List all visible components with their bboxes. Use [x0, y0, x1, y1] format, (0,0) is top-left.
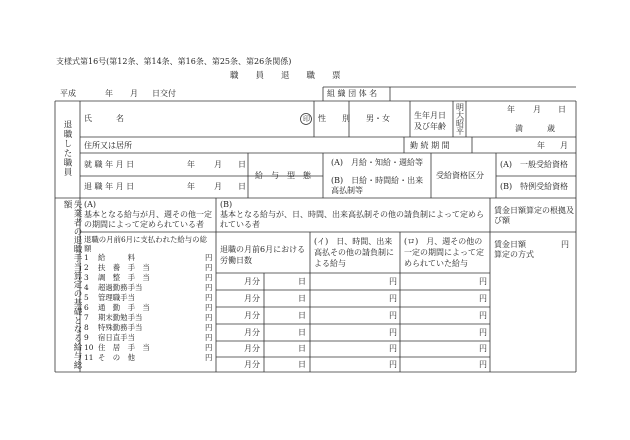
b-row-yen-i: 円 — [389, 344, 397, 353]
a-list-header: 退職の月前6月に支払われた給与の総額 — [84, 235, 207, 253]
retiree-section-label: 退職した職員 — [62, 120, 72, 177]
item-name: 通 勤 手 当 — [98, 303, 150, 312]
b-row-yen-ro: 円 — [479, 344, 487, 353]
item-yen: 円 — [205, 293, 213, 302]
age-unit: 満 歳 — [515, 124, 555, 133]
dob-label: 生年月日及び年齢 — [414, 111, 446, 131]
col-c-desc: 賃金日額算定の根拠及び額 — [494, 206, 574, 225]
b-row-month: 月分 — [244, 277, 260, 286]
item-no: 5 — [84, 293, 89, 302]
item-name: 給 料 — [98, 253, 135, 262]
b-row-yen-ro: 円 — [479, 277, 487, 286]
retire-year-unit: 年 — [187, 182, 195, 191]
seal-mark: 印 — [303, 115, 310, 123]
b-row-day: 日 — [298, 344, 306, 353]
b-ro-header: (ロ) 月、週その他の一定の期間によって定められていた給与 — [404, 237, 484, 268]
b-row-day: 日 — [298, 277, 306, 286]
col-b-mark: (B) — [220, 200, 233, 209]
eligibility-label: 受給資格区分 — [436, 171, 484, 180]
b-row-yen-ro: 円 — [479, 328, 487, 337]
item-no: 2 — [84, 263, 89, 272]
b-row-day: 日 — [298, 294, 306, 303]
item-yen: 円 — [205, 253, 213, 262]
item-no: 3 — [84, 273, 89, 282]
era-meiji[interactable]: 明 — [456, 103, 464, 112]
item-yen: 円 — [205, 343, 213, 352]
issue-day-unit: 日交付 — [152, 89, 176, 98]
address-label: 住所又は居所 — [84, 141, 132, 150]
item-name: 期末勤勉手当 — [98, 313, 143, 322]
b-row-yen-ro: 円 — [479, 311, 487, 320]
item-yen: 円 — [205, 273, 213, 282]
item-no: 7 — [84, 313, 89, 322]
org-name-label: 組 織 団 体 名 — [327, 89, 378, 98]
item-name: 特殊勤務手当 — [98, 323, 143, 332]
b-row-yen-ro: 円 — [479, 294, 487, 303]
issue-era: 平成 — [60, 89, 76, 98]
b-row-yen-i: 円 — [389, 360, 397, 369]
item-name: 管理職手当 — [98, 293, 135, 302]
pay-type-b[interactable]: (B) 日給・時間給・出来高払制等 — [331, 176, 424, 195]
item-yen: 円 — [205, 353, 213, 362]
join-day-unit: 日 — [238, 160, 246, 169]
daily-wage-yen: 円 — [561, 240, 569, 249]
b-row-month: 月分 — [244, 360, 260, 369]
name-field[interactable] — [140, 102, 300, 136]
retire-month-unit: 月 — [214, 182, 222, 191]
b-row-month: 月分 — [244, 311, 260, 320]
item-no: 4 — [84, 283, 89, 292]
era-showa[interactable]: 昭 — [456, 119, 464, 128]
join-month-unit: 月 — [214, 160, 222, 169]
pay-type-label: 給 与 型 態 — [255, 171, 311, 180]
join-year-unit: 年 — [187, 160, 195, 169]
era-taisho[interactable]: 大 — [456, 111, 464, 120]
col-b-desc: 基本となる給与が、日、時間、出来高払制その他の請負制によって定められている者 — [220, 210, 484, 229]
calc-method-label: 算定の方式 — [494, 250, 534, 259]
sex-value[interactable]: 男・女 — [366, 114, 390, 123]
b-row-month: 月分 — [244, 344, 260, 353]
address-field[interactable] — [140, 138, 402, 152]
item-no: 6 — [84, 303, 89, 312]
item-yen: 円 — [205, 323, 213, 332]
b-row-day: 日 — [298, 311, 306, 320]
item-name: そ の 他 — [98, 353, 135, 362]
dob-month-unit: 月 — [533, 105, 541, 114]
wages-section-label: 失業者の退職手当算定の基礎となる給与総額 — [62, 200, 82, 370]
item-yen: 円 — [205, 263, 213, 272]
era-heisei[interactable]: 平 — [456, 127, 464, 136]
sex-label: 性 別 — [318, 114, 350, 123]
daily-wage-label: 賃金日額 — [494, 240, 526, 249]
dob-year-unit: 年 — [507, 105, 515, 114]
item-name: 超過勤務手当 — [98, 283, 143, 292]
form-title: 職 員 退 職 票 — [230, 71, 341, 81]
item-no: 8 — [84, 323, 89, 332]
item-name: 宿日直手当 — [98, 333, 135, 342]
col-a-desc: 基本となる給与が月、週その他一定の期間によって定められている者 — [84, 210, 212, 229]
eligibility-b[interactable]: (B) 特例受給資格 — [500, 182, 569, 191]
b-row-month: 月分 — [244, 328, 260, 337]
b-row-month: 月分 — [244, 294, 260, 303]
item-no: 1 — [84, 253, 89, 262]
b-row-day: 日 — [298, 328, 306, 337]
eligibility-a[interactable]: (A) 一般受給資格 — [500, 160, 569, 169]
dob-day-unit: 日 — [558, 105, 566, 114]
item-yen: 円 — [205, 333, 213, 342]
item-no: 9 — [84, 333, 89, 342]
service-period-label: 勤 続 期 間 — [410, 141, 450, 150]
item-yen: 円 — [205, 283, 213, 292]
retire-day-unit: 日 — [238, 182, 246, 191]
service-year-unit: 年 — [537, 141, 545, 150]
item-no: 11 — [84, 353, 94, 362]
pay-type-a[interactable]: (A) 月給・知給・週給等 — [331, 158, 424, 167]
item-yen: 円 — [205, 313, 213, 322]
issue-year-unit: 年 — [105, 89, 113, 98]
form-number: 支様式第16号(第12条、第14条、第16条、第25条、第26条関係) — [56, 57, 292, 66]
b-row-yen-i: 円 — [389, 311, 397, 320]
item-yen: 円 — [205, 303, 213, 312]
col-a-mark: (A) — [84, 200, 97, 209]
item-name: 住 居 手 当 — [98, 343, 150, 352]
b-i-header: (イ) 日、時間、出来高払その他の請負制による給与 — [314, 237, 394, 268]
b-row-yen-ro: 円 — [479, 360, 487, 369]
name-label: 氏 名 — [84, 114, 124, 123]
join-date-label: 就 職 年 月 日 — [84, 160, 135, 169]
b-row-yen-i: 円 — [389, 277, 397, 286]
item-name: 調 整 手 当 — [98, 273, 150, 282]
service-month-unit: 月 — [560, 141, 568, 150]
issue-month-unit: 月 — [130, 89, 138, 98]
b-work-days-header: 退職の月前6月における労働日数 — [220, 245, 306, 265]
item-no: 10 — [84, 343, 94, 352]
retire-date-label: 退 職 年 月 日 — [84, 182, 135, 191]
b-row-yen-i: 円 — [389, 328, 397, 337]
org-name-field[interactable] — [391, 88, 575, 100]
b-row-day: 日 — [298, 360, 306, 369]
b-row-yen-i: 円 — [389, 294, 397, 303]
item-name: 扶 養 手 当 — [98, 263, 150, 272]
